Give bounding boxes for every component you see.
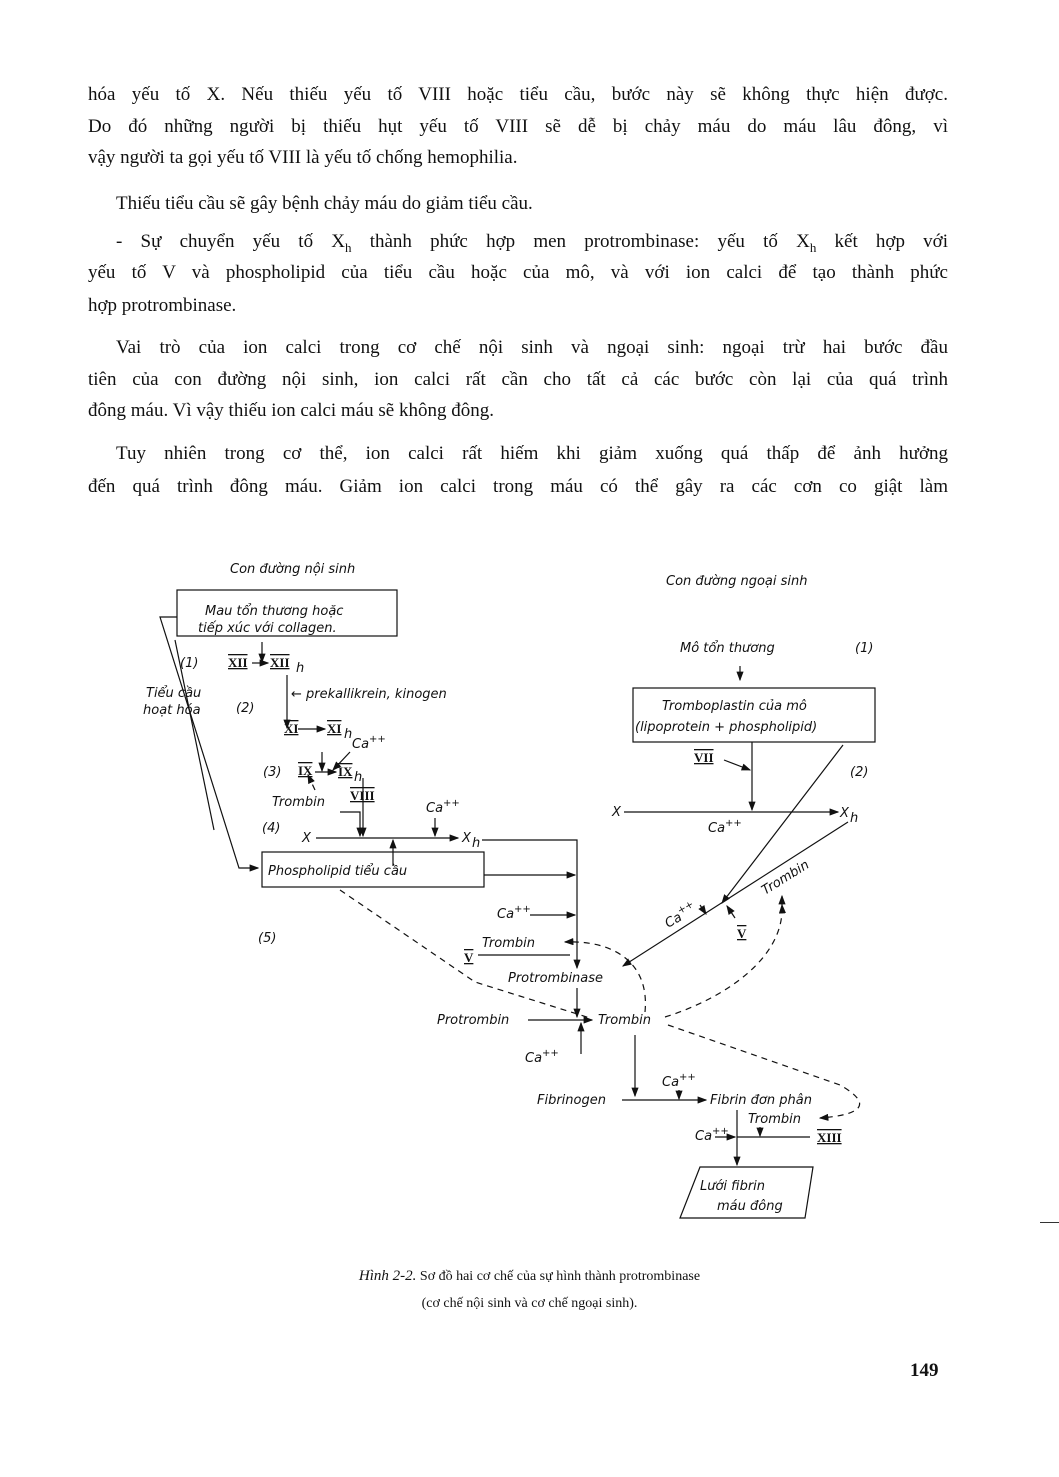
figure-caption xyxy=(0,1268,1059,1285)
factor-xi: XI xyxy=(284,721,299,736)
body-line: đến quá trình đông máu. Giảm ion calci trong máu có thể gây ra các cơn co giật làm xyxy=(88,476,948,497)
margin-mark xyxy=(1040,1222,1059,1223)
factor-ix: IX xyxy=(298,763,313,778)
calcium-label: Ca++ xyxy=(708,818,742,836)
clot-box-text: Lưới fibrin xyxy=(700,1179,766,1194)
calcium-label: Ca++ xyxy=(352,734,386,752)
caption-label: Hình 2-2. xyxy=(358,1268,417,1284)
tissue-injury-label: Mô tổn thương xyxy=(680,641,775,656)
subscript: h xyxy=(344,727,353,742)
factor-xh: X xyxy=(840,806,849,821)
trombin-label: Trombin xyxy=(272,795,325,810)
text: kết hợp với xyxy=(816,231,949,252)
protrombin-label: Protrombin xyxy=(437,1013,510,1028)
protrombinase-label: Protrombinase xyxy=(508,971,604,986)
subscript: h xyxy=(472,836,481,851)
factor-v: V xyxy=(737,926,747,941)
step-label: (2) xyxy=(850,765,869,780)
calcium-label: Ca++ xyxy=(497,904,531,922)
fibrinogen-label: Fibrinogen xyxy=(537,1093,606,1108)
phospholipid-box-text: Phospholipid tiểu cầu xyxy=(268,864,408,879)
platelet-label: Tiểu cầu xyxy=(146,686,202,701)
body-line: Thiếu tiểu cầu sẽ gây bệnh chảy máu do giảm tiểu cầu. xyxy=(116,193,533,214)
step-label: (3) xyxy=(263,765,282,780)
factor-xiii: XIII xyxy=(817,1130,842,1145)
subscript: h xyxy=(809,239,817,255)
factor-v: V xyxy=(464,950,474,965)
caption-text: Sơ đồ hai cơ chế của sự hình thành protrombinase xyxy=(419,1269,701,1284)
figure-caption-line2: (cơ chế nội sinh và cơ chế ngoại sinh). xyxy=(421,1296,638,1311)
subscript: h xyxy=(296,661,305,676)
subscript: h xyxy=(345,239,352,255)
body-line: Tuy nhiên trong cơ thể, ion calci rất hiếm khi giảm xuống quá thấp để ảnh hưởng xyxy=(116,443,948,464)
tromboplastin-box-text: Tromboplastin của mô xyxy=(662,699,807,714)
calcium-label: Ca++ xyxy=(426,798,460,816)
clot-box-text: máu đông xyxy=(717,1199,783,1214)
calcium-label: Ca++ xyxy=(662,898,696,932)
factor-x: X xyxy=(302,831,311,846)
calcium-label: Ca++ xyxy=(525,1048,559,1066)
page-number: 149 xyxy=(910,1360,939,1381)
body-line: tiên của con đường nội sinh, ion calci rất cần cho tất cả các bước còn lại của quá trình xyxy=(88,369,948,390)
factor-xii: XII xyxy=(228,655,248,670)
step-label: (1) xyxy=(855,641,874,656)
factor-xh: X xyxy=(462,831,471,846)
factor-x: X xyxy=(612,805,621,820)
body-line: hóa yếu tố X. Nếu thiếu yếu tố VIII hoặc tiểu cầu, bước này sẽ không thực hiện được. xyxy=(88,84,948,105)
intrinsic-title: Con đường nội sinh xyxy=(230,562,356,577)
trombin-label: Trombin xyxy=(748,1112,801,1127)
body-line: vậy người ta gọi yếu tố VIII là yếu tố chống hemophilia. xyxy=(88,147,518,168)
factor-xiih: XII xyxy=(270,655,290,670)
step-label: (2) xyxy=(236,701,255,716)
factor-viii: VIII xyxy=(350,788,375,803)
calcium-label: Ca++ xyxy=(695,1126,729,1144)
subscript: h xyxy=(354,770,363,785)
factor-vii: VII xyxy=(694,750,714,765)
body-line: yếu tố V và phospholipid của tiểu cầu hoặc của mô, và với ion calci để tạo thành phức xyxy=(88,262,948,283)
body-line: hợp protrombinase. xyxy=(88,295,237,316)
trombin-label: Trombin xyxy=(482,936,535,951)
factor-xih: XI xyxy=(327,721,342,736)
body-line: đông máu. Vì vậy thiếu ion calci máu sẽ không đông. xyxy=(88,400,494,421)
fibrin-monomer-label: Fibrin đơn phân xyxy=(710,1093,812,1108)
text: thành phức hợp men protrombinase: yếu tố X xyxy=(351,231,810,252)
injury-box-text: Mau tổn thương hoặc xyxy=(205,604,344,619)
prekallikrein-label: ← prekallikrein, kinogen xyxy=(291,687,447,702)
trombin-label: Trombin xyxy=(598,1013,651,1028)
step-label: (5) xyxy=(258,931,277,946)
platelet-label: hoạt hóa xyxy=(143,703,201,718)
injury-box-text: tiếp xúc với collagen. xyxy=(198,621,337,636)
step-label: (4) xyxy=(262,821,281,836)
factor-ixh: IX xyxy=(338,764,353,779)
body-line: Do đó những người bị thiếu hụt yếu tố VIII sẽ dễ bị chảy máu do máu lâu đông, vì xyxy=(88,116,948,137)
body-line: Vai trò của ion calci trong cơ chế nội sinh và ngoại sinh: ngoại trừ hai bước đầu xyxy=(116,337,948,358)
tromboplastin-box-text: (lipoprotein + phospholipid) xyxy=(635,720,818,735)
calcium-label: Ca++ xyxy=(662,1072,696,1090)
text: - Sự chuyển yếu tố X xyxy=(116,231,346,252)
subscript: h xyxy=(850,811,859,826)
extrinsic-title: Con đường ngoại sinh xyxy=(666,574,808,589)
trombin-label: Trombin xyxy=(759,857,813,899)
step-label: (1) xyxy=(180,656,199,671)
